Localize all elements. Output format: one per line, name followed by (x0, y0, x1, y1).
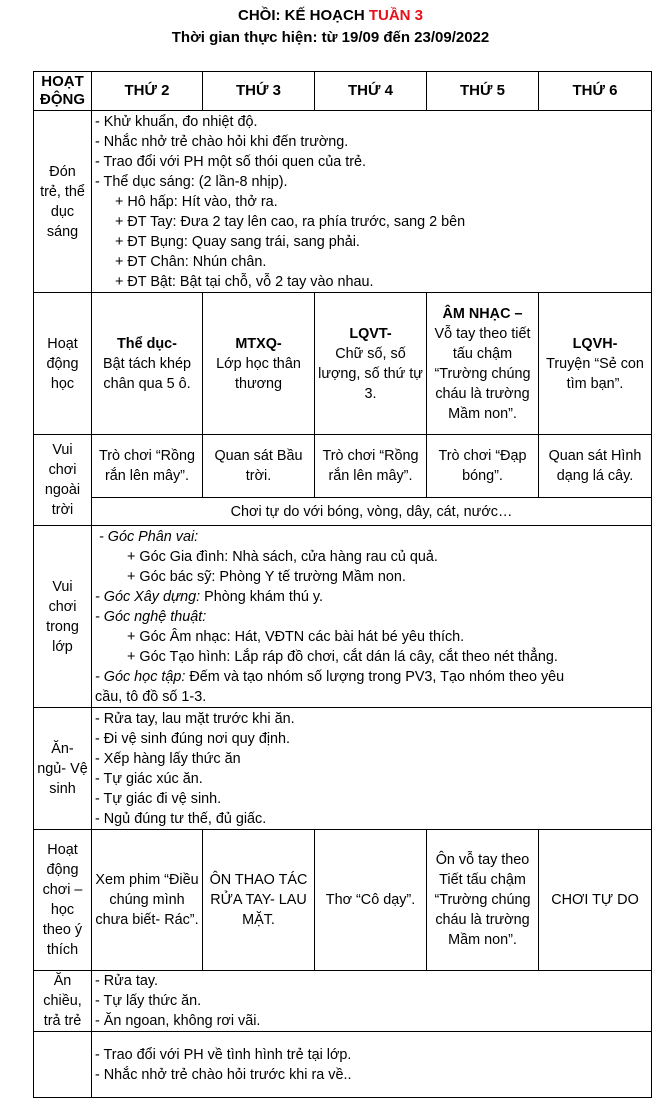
plan-title (0, 5, 661, 27)
text-line: - Nhắc nhở trẻ chào hỏi trước khi ra về.. (95, 1067, 352, 1083)
row-label: Vui chơi trong lớp (34, 526, 92, 708)
row-label: Hoạt động học (34, 293, 92, 435)
an-ngu-content (92, 708, 652, 830)
vcnt-cell-3: Trò chơi “Rồng rắn lên mây”. (315, 435, 427, 498)
corner-learning (95, 667, 648, 687)
vcnt-free-play: Chơi tự do với bóng, vòng, dây, cát, nước… (92, 498, 652, 526)
row-label: Ăn- ngủ- Vệ sinh (34, 708, 92, 830)
text-line: - Xếp hàng lấy thức ăn (95, 751, 241, 767)
plan-header (0, 5, 661, 49)
text-line: - Nhắc nhở trẻ chào hỏi khi đến trường. (95, 134, 349, 150)
plan-period: Thời gian thực hiện: từ 19/09 đến 23/09/2022 (171, 29, 490, 46)
corner-building-label: - Góc Xây dựng: (95, 589, 201, 605)
row-label: Đón trẻ, thể dục sáng (34, 111, 92, 293)
row-an-ngu (34, 708, 652, 830)
vcnt-cell-2: Quan sát Bầu trời. (203, 435, 315, 498)
text-line: - Ăn ngoan, không rơi vãi. (95, 1013, 261, 1029)
text-line: - Trao đổi với PH về tình hình trẻ tại lớp. (95, 1047, 352, 1063)
header-day-4: THỨ 5 (427, 72, 539, 111)
row-tra-tre (34, 1032, 652, 1098)
text-line: - Khử khuẩn, đo nhiệt độ. (95, 114, 258, 130)
hdh-subject: LQVH- (572, 335, 618, 352)
text-line: - Rửa tay. (95, 973, 158, 989)
corner-role-play: - Góc Phân vai: (99, 529, 199, 545)
lesson-plan-page (0, 5, 661, 1111)
hdh-cell-3 (315, 293, 427, 435)
hdc-cell-2: ÔN THAO TÁC RỬA TAY- LAU MẶT. (203, 830, 315, 971)
text-line: + ĐT Tay: Đưa 2 tay lên cao, ra phía trước, sang 2 bên (115, 214, 466, 230)
text-line: - Tự lấy thức ăn. (95, 993, 202, 1009)
plan-title-prefix: CHỒI: KẾ HOẠCH (237, 7, 369, 24)
hdh-cell-1 (92, 293, 203, 435)
row-an-chieu (34, 971, 652, 1032)
row-label: Ăn chiều, trả trẻ (34, 971, 92, 1032)
header-activity: HOẠT ĐỘNG (34, 72, 92, 111)
hdh-text: Truyện “Sẻ con tìm bạn”. (546, 355, 644, 392)
hdc-cell-3: Thơ “Cô dạy”. (315, 830, 427, 971)
vcnt-cell-4: Trò chơi “Đạp bóng”. (427, 435, 539, 498)
header-day-5: THỨ 6 (539, 72, 652, 111)
text-line: + ĐT Bật: Bật tại chỗ, vỗ 2 tay vào nhau. (115, 274, 374, 290)
text-line: + Hô hấp: Hít vào, thở ra. (115, 194, 278, 210)
hdh-subject: MTXQ- (235, 335, 282, 352)
vcnt-cell-5: Quan sát Hình dạng lá cây. (539, 435, 652, 498)
header-day-2: THỨ 3 (203, 72, 315, 111)
text-line: - Tự giác đi vệ sinh. (95, 791, 222, 807)
header-row (34, 72, 652, 111)
text-line: - Đi vệ sinh đúng nơi quy định. (95, 731, 291, 747)
hdh-cell-4 (427, 293, 539, 435)
row-don-tre (34, 111, 652, 293)
corner-learning-label: - Góc học tập: (95, 669, 186, 685)
text-line: + ĐT Chân: Nhún chân. (115, 254, 267, 270)
hdh-cell-2 (203, 293, 315, 435)
weekly-plan-table (33, 71, 652, 1098)
corner-building (95, 587, 648, 607)
hdh-subject: ÂM NHẠC – (442, 305, 523, 322)
hdh-text: Vỗ tay theo tiết tấu chậm “Trường chúng cháu là trường Mầm non”. (434, 325, 531, 422)
text-line: - Rửa tay, lau mặt trước khi ăn. (95, 711, 295, 727)
row-hoat-dong-hoc (34, 293, 652, 435)
corner-art: - Góc nghệ thuật: (95, 609, 207, 625)
hdc-cell-1: Xem phim “Điều chúng mình chưa biết- Rác”. (92, 830, 203, 971)
row-hoat-dong-choi (34, 830, 652, 971)
text-line: cầu, tô đồ số 1-3. (95, 689, 207, 705)
text-line: - Ngủ đúng tư thế, đủ giấc. (95, 811, 267, 827)
vctl-content (92, 526, 652, 708)
text-line: - Trao đổi với PH một số thói quen của trẻ. (95, 154, 366, 170)
corner-learning-text: Đếm và tạo nhóm số lượng trong PV3, Tạo nhóm theo yêu (185, 669, 565, 685)
an-chieu-content (92, 971, 652, 1032)
row-vui-choi-ngoai-troi (34, 435, 652, 498)
hdh-subject: Thể dục- (117, 335, 177, 352)
text-line: + Góc bác sỹ: Phòng Y tế trường Mầm non. (127, 569, 406, 585)
row-vui-choi-tu-do (34, 498, 652, 526)
row-vui-choi-trong-lop (34, 526, 652, 708)
text-line: - Tự giác xúc ăn. (95, 771, 203, 787)
text-line: + ĐT Bụng: Quay sang trái, sang phải. (115, 234, 360, 250)
header-day-3: THỨ 4 (315, 72, 427, 111)
row-label: Vui chơi ngoài trời (34, 435, 92, 526)
hdc-cell-4: Ôn vỗ tay theo Tiết tấu chậm “Trường chúng cháu là trường Mầm non”. (427, 830, 539, 971)
hdh-cell-5 (539, 293, 652, 435)
row-label: Hoạt động chơi – học theo ý thích (34, 830, 92, 971)
vcnt-cell-1: Trò chơi “Rồng rắn lên mây”. (92, 435, 203, 498)
corner-building-text: Phòng khám thú y. (200, 589, 324, 605)
text-line: + Góc Gia đình: Nhà sách, cửa hàng rau củ quả. (127, 549, 438, 565)
don-tre-content (92, 111, 652, 293)
header-day-1: THỨ 2 (92, 72, 203, 111)
hdh-text: Bật tách khép chân qua 5 ô. (102, 355, 191, 392)
hdc-cell-5: CHƠI TỰ DO (539, 830, 652, 971)
plan-week: TUẦN 3 (368, 7, 423, 24)
hdh-text: Lớp học thân thương (216, 355, 301, 392)
row-label (34, 1032, 92, 1098)
text-line: + Góc Âm nhạc: Hát, VĐTN các bài hát bé yêu thích. (127, 629, 465, 645)
tra-tre-content (92, 1032, 652, 1098)
hdh-text: Chữ số, số lượng, số thứ tự 3. (318, 345, 423, 402)
text-line: + Góc Tạo hình: Lắp ráp đồ chơi, cắt dán lá cây, cắt theo nét thẳng. (127, 649, 558, 665)
hdh-subject: LQVT- (349, 325, 392, 342)
text-line: - Thể dục sáng: (2 lần-8 nhịp). (95, 174, 288, 190)
